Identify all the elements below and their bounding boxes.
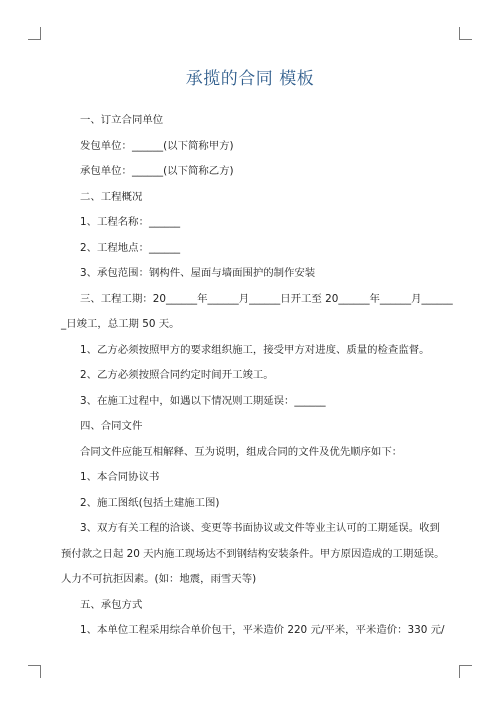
- project-name-line: 1、工程名称：______: [80, 216, 181, 228]
- section-heading-parties: 一、订立合同单位: [80, 114, 164, 126]
- contract-scope-line: 3、承包范围：钢构件、屋面与墙面围护的制作安装: [80, 267, 316, 279]
- crop-mark-bottom-right: [459, 665, 472, 678]
- schedule-clause-3: 3、在施工过程中，如遇以下情况则工期延误：______: [80, 395, 326, 407]
- documents-item-2: 2、施工图纸(包括土建施工图): [80, 497, 220, 509]
- schedule-clause-1: 1、乙方必须按照甲方的要求组织施工，接受甲方对进度、质量的检查监督。: [80, 344, 430, 356]
- section-heading-contract-method: 五、承包方式: [80, 599, 143, 611]
- documents-item-1: 1、本合同协议书: [80, 471, 160, 483]
- contractor-line: 承包单位：______(以下简称乙方): [80, 165, 234, 177]
- documents-item-3: 3、双方有关工程的洽谈、变更等书面协议或文件等业主认可的工期延误。收到: [80, 522, 440, 534]
- documents-item-3-continued-2: 人力不可抗拒因素。(如：地震，雨雪天等): [61, 573, 257, 585]
- contract-method-clause-1: 1、本单位工程采用综合单价包干，平米造价 220 元/平米，平米造价：330 元/: [80, 624, 445, 636]
- documents-item-3-continued: 预付款之日起 20 天内施工现场达不到钢结构安装条件。甲方原因造成的工期延误。: [61, 548, 445, 560]
- section-heading-overview: 二、工程概况: [80, 191, 143, 203]
- schedule-continuation-line: _日竣工，总工期 50 天。: [61, 318, 180, 330]
- documents-intro-line: 合同文件应能互相解释、互为说明，组成合同的文件及优先顺序如下：: [80, 446, 403, 458]
- crop-mark-bottom-left: [28, 665, 41, 678]
- section-heading-documents: 四、合同文件: [80, 420, 143, 432]
- employer-line: 发包单位：______(以下简称甲方): [80, 140, 234, 152]
- schedule-clause-2: 2、乙方必须按照合同约定时间开工竣工。: [80, 369, 274, 381]
- document-title: 承揽的合同 模板: [185, 69, 315, 89]
- project-location-line: 2、工程地点：______: [80, 242, 181, 254]
- section-heading-schedule: 三、工程工期：20______年______月______日开工至 20______年______月______: [80, 293, 453, 305]
- crop-mark-top-left: [28, 27, 41, 40]
- crop-mark-top-right: [459, 27, 472, 40]
